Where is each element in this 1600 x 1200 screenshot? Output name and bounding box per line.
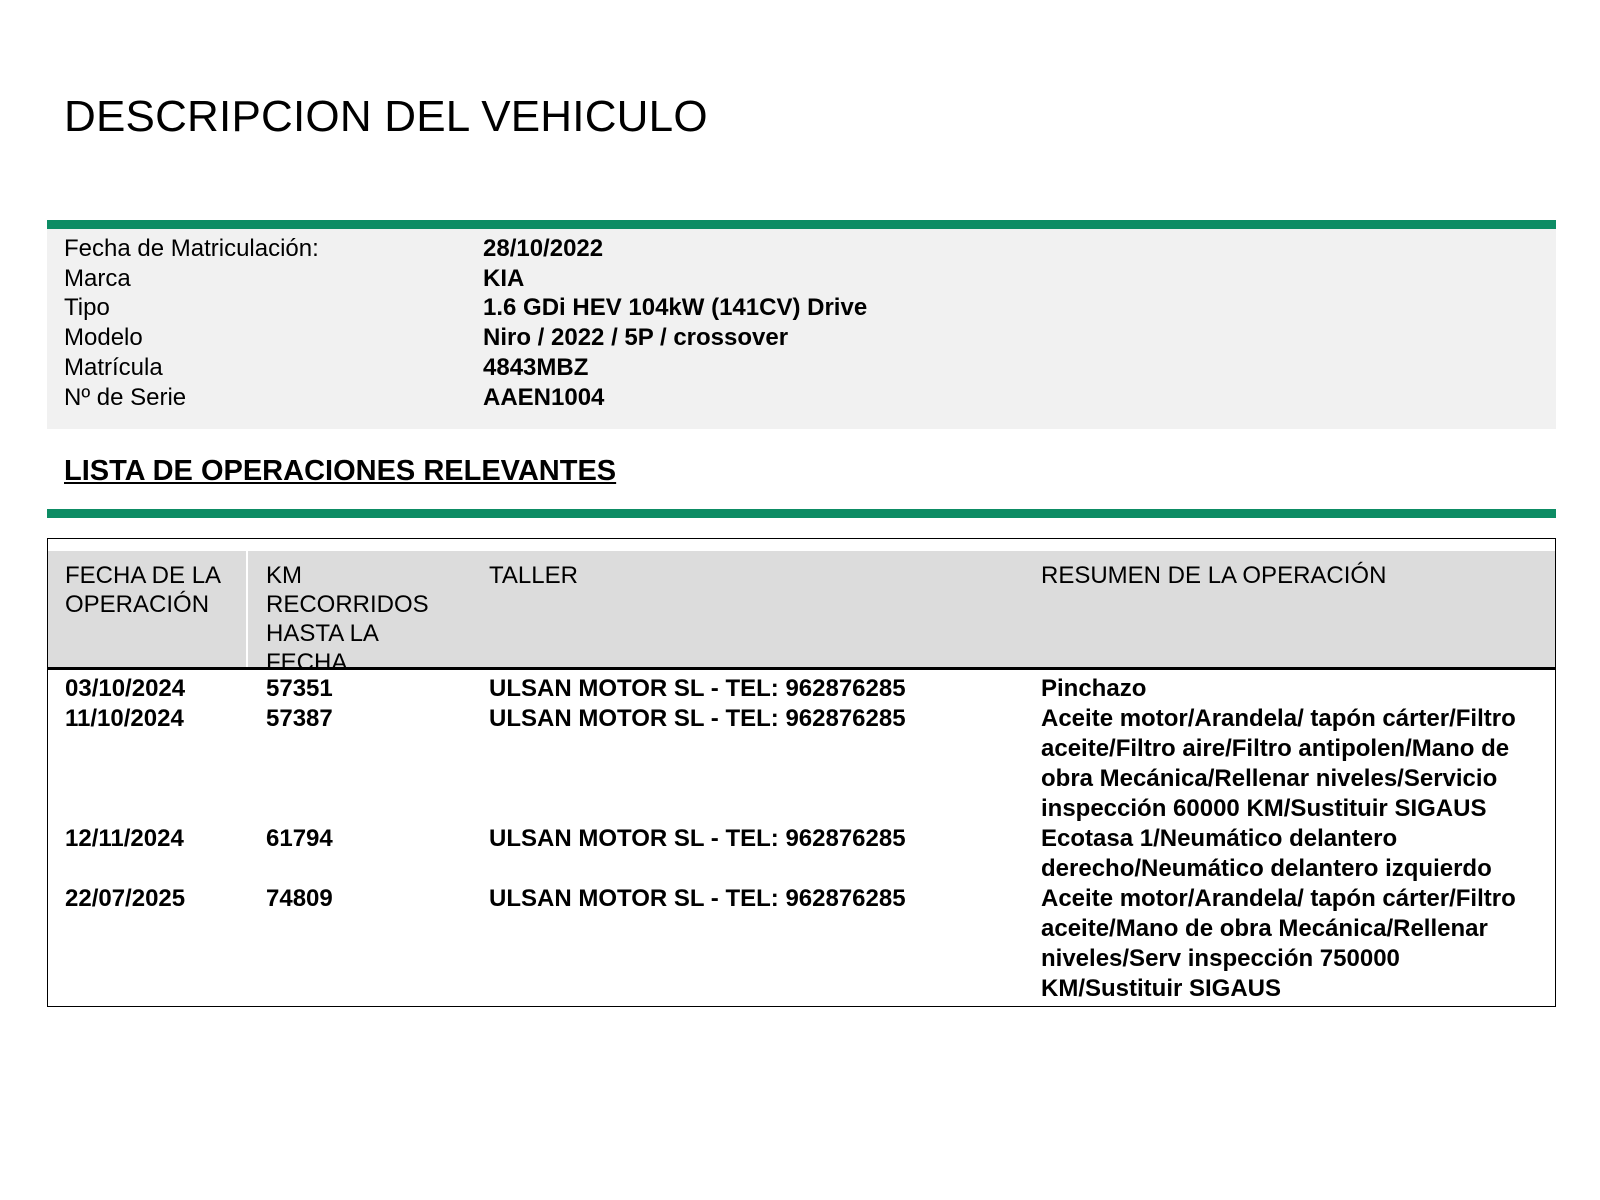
table-header <box>48 551 1555 676</box>
cell-km: 57387 <box>266 705 333 732</box>
cell-km: 61794 <box>266 825 333 852</box>
cell-date: 12/11/2024 <box>65 825 184 852</box>
field-label: Modelo <box>64 324 143 351</box>
cell-workshop: ULSAN MOTOR SL - TEL: 962876285 <box>489 885 906 912</box>
field-value: Niro / 2022 / 5P / crossover <box>483 324 789 351</box>
field-label: Matrícula <box>64 354 163 381</box>
cell-date: 03/10/2024 <box>65 675 186 702</box>
cell-date: 22/07/2025 <box>65 885 186 912</box>
operations-table <box>47 538 1556 1007</box>
field-value: 28/10/2022 <box>483 235 604 262</box>
cell-workshop: ULSAN MOTOR SL - TEL: 962876285 <box>489 825 906 852</box>
vehicle-details-panel <box>47 229 1556 429</box>
field-label: Fecha de Matriculación: <box>64 235 319 262</box>
field-value: KIA <box>483 265 525 292</box>
cell-summary: Ecotasa 1/Neumático delantero derecho/Neumático delantero izquierdo <box>1041 825 1492 882</box>
cell-summary: Aceite motor/Arandela/ tapón cárter/Filtro aceite/Mano de obra Mecánica/Rellenar niveles/Serv inspección 750000 KM/Sustituir SIGAUS <box>1041 885 1516 1002</box>
cell-km: 57351 <box>266 675 333 702</box>
field-label: Nº de Serie <box>64 384 187 411</box>
cell-workshop: ULSAN MOTOR SL - TEL: 962876285 <box>489 675 906 702</box>
cell-km: 74809 <box>266 885 333 912</box>
cell-workshop: ULSAN MOTOR SL - TEL: 962876285 <box>489 705 906 732</box>
header-date: FECHA DE LA OPERACIÓN <box>65 562 220 618</box>
field-label: Marca <box>64 265 131 292</box>
field-value: AAEN1004 <box>483 384 605 411</box>
cell-summary: Aceite motor/Arandela/ tapón cárter/Filtro aceite/Filtro aire/Filtro antipolen/Mano de obra Mecánica/Rellenar niveles/Servicio inspección 60000 KM/Sustituir SIGAUS <box>1041 705 1516 822</box>
header-workshop: TALLER <box>489 562 578 589</box>
field-value: 4843MBZ <box>483 354 589 381</box>
field-label: Tipo <box>64 294 110 321</box>
page-title: DESCRIPCION DEL VEHICULO <box>64 92 708 141</box>
header-km: KM RECORRIDOS HASTA LA FECHA <box>266 562 429 676</box>
column-separator <box>246 551 248 667</box>
section-divider-bar <box>47 220 1556 229</box>
section-divider-bar <box>47 509 1556 518</box>
header-summary: RESUMEN DE LA OPERACIÓN <box>1041 562 1387 589</box>
operations-section-title: LISTA DE OPERACIONES RELEVANTES <box>64 455 617 487</box>
cell-date: 11/10/2024 <box>65 705 184 732</box>
cell-summary: Pinchazo <box>1041 675 1147 702</box>
field-value: 1.6 GDi HEV 104kW (141CV) Drive <box>483 294 868 321</box>
